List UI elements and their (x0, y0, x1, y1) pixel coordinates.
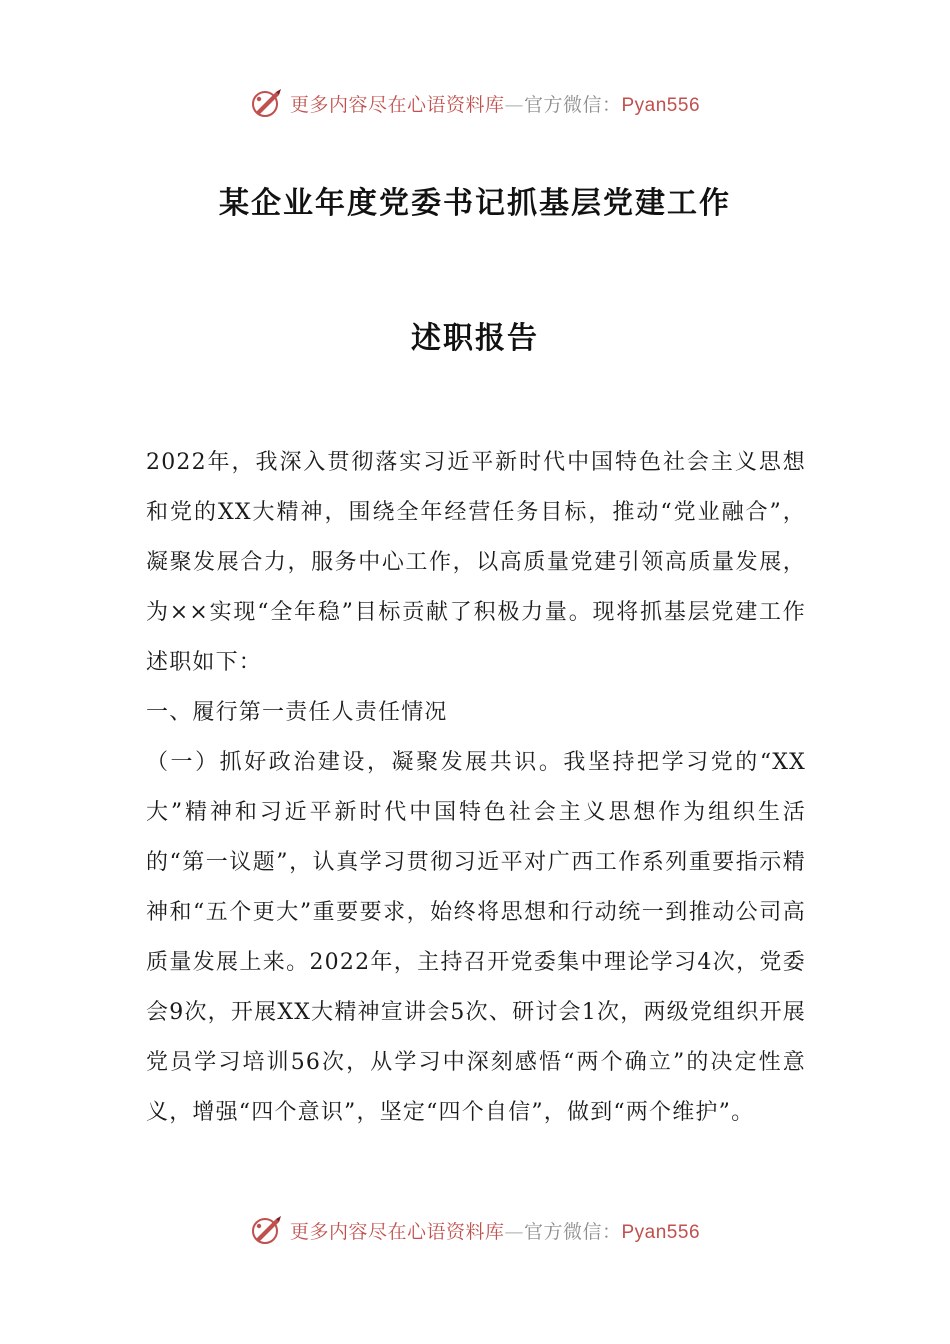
banner-main-text: 更多内容尽在心语资料库 (289, 1220, 505, 1243)
pen-circle-logo-icon (250, 1213, 284, 1247)
pen-circle-logo-icon (250, 86, 284, 120)
banner-wechat-label: 官方微信： (523, 93, 622, 116)
intro-paragraph: 2022年，我深入贯彻落实习近平新时代中国特色社会主义思想和党的XX大精神，围绕全年经营任务目标，推动“党业融合”，凝聚发展合力，服务中心工作，以高质量党建引领高质量发展，为××实现“全年稳”目标贡献了积极力量。现将抓基层党建工作述职如下： (146, 450, 806, 675)
banner-main-text: 更多内容尽在心语资料库 (289, 93, 505, 116)
banner-separator: — (504, 93, 524, 116)
header-watermark-banner (0, 83, 950, 123)
document-body (146, 438, 806, 1138)
document-title-line1: 某企业年度党委书记抓基层党建工作 (219, 186, 731, 221)
banner-text (290, 1217, 700, 1244)
footer-watermark-banner (0, 1210, 950, 1250)
section1-paragraph1: （一）抓好政治建设，凝聚发展共识。我坚持把学习党的“XX大”精神和习近平新时代中国特色社会主义思想作为组织生活的“第一议题”，认真学习贯彻习近平对广西工作系列重要指示精神和“五个更大”重要要求，始终将思想和行动统一到推动公司高质量发展上来。2022年，主持召开党委集中理论学习4次，党委会9次，开展XX大精神宣讲会5次、研讨会1次，两级党组织开展党员学习培训56次，从学习中深刻感悟“两个确立”的决定性意义，增强“四个意识”，坚定“四个自信”，做到“两个维护”。 (146, 750, 806, 1125)
section1-heading: 一、履行第一责任人责任情况 (146, 700, 448, 725)
document-title-line2: 述职报告 (411, 321, 539, 356)
banner-separator: — (504, 1220, 524, 1243)
banner-text (290, 90, 700, 117)
banner-wechat-id: Pyan556 (621, 94, 701, 116)
banner-wechat-id: Pyan556 (621, 1221, 701, 1243)
banner-wechat-label: 官方微信： (523, 1220, 622, 1243)
